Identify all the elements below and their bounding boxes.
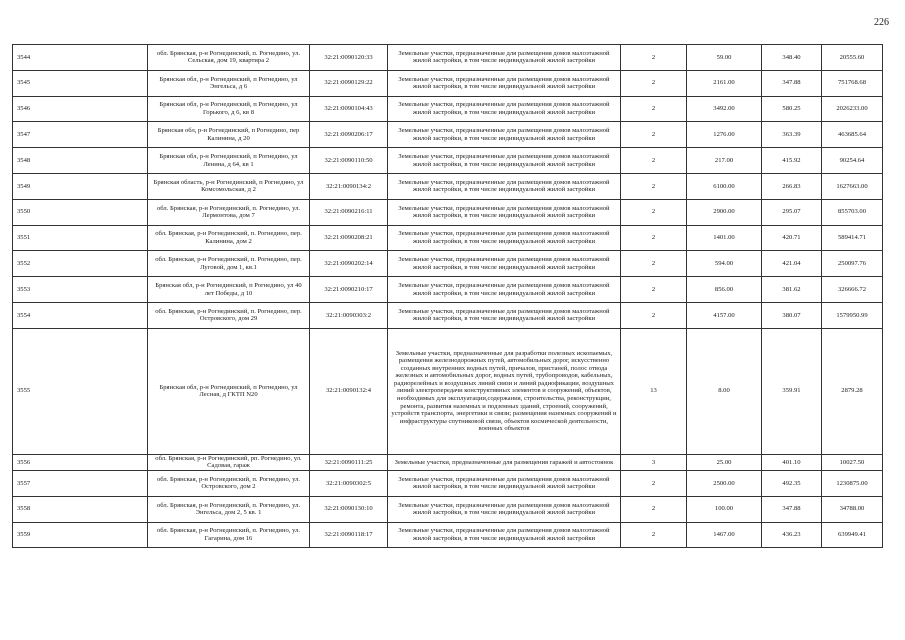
upks-cell: 347.88: [762, 496, 822, 522]
area-cell: 856.00: [687, 277, 762, 303]
row-number: 3556: [13, 454, 148, 470]
table-row: [13, 470, 883, 496]
table-row: [13, 496, 883, 522]
cadastral-value-cell: 20555.60: [822, 45, 883, 71]
row-number: 3549: [13, 173, 148, 199]
cadastral-value-cell: 2879.28: [822, 328, 883, 454]
upks-cell: 295.07: [762, 199, 822, 225]
land-purpose-cell: Земельные участки, предназначенные для размещения домов малоэтажной жилой застройки, в том числе индивидуальной жилой застройки: [388, 96, 621, 122]
upks-cell: 359.91: [762, 328, 822, 454]
group-cell: 2: [621, 470, 687, 496]
table-row: [13, 173, 883, 199]
group-cell: 2: [621, 70, 687, 96]
cadastral-number-cell: 32:21:0090120:33: [310, 45, 388, 71]
upks-cell: 401.10: [762, 454, 822, 470]
group-cell: 13: [621, 328, 687, 454]
land-purpose-cell: Земельные участки, предназначенные для размещения домов малоэтажной жилой застройки, в том числе индивидуальной жилой застройки: [388, 522, 621, 548]
table-row: [13, 522, 883, 548]
row-number: 3555: [13, 328, 148, 454]
land-purpose-cell: Земельные участки, предназначенные для размещения домов малоэтажной жилой застройки, в том числе индивидуальной жилой застройки: [388, 470, 621, 496]
upks-cell: 421.04: [762, 251, 822, 277]
cadastral-number-cell: 32:21:0090208:21: [310, 225, 388, 251]
row-number: 3559: [13, 522, 148, 548]
area-cell: 100.00: [687, 496, 762, 522]
land-purpose-cell: Земельные участки, предназначенные для размещения домов малоэтажной жилой застройки, в том числе индивидуальной жилой застройки: [388, 302, 621, 328]
table-row: [13, 277, 883, 303]
cadastral-value-cell: 90254.64: [822, 148, 883, 174]
table-row: [13, 199, 883, 225]
area-cell: 2161.00: [687, 70, 762, 96]
cadastral-number-cell: 32:21:0090104:43: [310, 96, 388, 122]
row-number: 3558: [13, 496, 148, 522]
cadastral-number-cell: 32:21:0090210:17: [310, 277, 388, 303]
group-cell: 2: [621, 173, 687, 199]
area-cell: 594.00: [687, 251, 762, 277]
cadastral-value-cell: 639949.41: [822, 522, 883, 548]
group-cell: 2: [621, 122, 687, 148]
address-cell: Брянская область, р-н Рогнединский, п Рогнедино, ул Комсомольская, д 2: [148, 173, 310, 199]
land-purpose-cell: Земельные участки, предназначенные для размещения домов малоэтажной жилой застройки, в том числе индивидуальной жилой застройки: [388, 199, 621, 225]
upks-cell: 580.25: [762, 96, 822, 122]
table-row: [13, 328, 883, 454]
cadastral-value-cell: 589414.71: [822, 225, 883, 251]
row-number: 3547: [13, 122, 148, 148]
row-number: 3557: [13, 470, 148, 496]
group-cell: 2: [621, 199, 687, 225]
page-number: 226: [874, 17, 889, 28]
table-row: [13, 251, 883, 277]
upks-cell: 381.62: [762, 277, 822, 303]
address-cell: обл. Брянская, р-н Рогнединский, п. Рогнедино, ул. Сельская, дом 19, квартира 2: [148, 45, 310, 71]
upks-cell: 415.92: [762, 148, 822, 174]
cadastral-value-cell: 326666.72: [822, 277, 883, 303]
cadastral-number-cell: 32:21:0090302:5: [310, 470, 388, 496]
table-row: [13, 302, 883, 328]
land-purpose-cell: Земельные участки, предназначенные для размещения домов малоэтажной жилой застройки, в том числе индивидуальной жилой застройки: [388, 173, 621, 199]
upks-cell: 380.07: [762, 302, 822, 328]
address-cell: обл. Брянская, р-н Рогнединский, рп. Рогнедино, ул. Садовая, гараж: [148, 454, 310, 470]
cadastral-number-cell: 32:21:0090134:2: [310, 173, 388, 199]
area-cell: 25.00: [687, 454, 762, 470]
row-number: 3545: [13, 70, 148, 96]
land-purpose-cell: Земельные участки, предназначенные для размещения домов малоэтажной жилой застройки, в том числе индивидуальной жилой застройки: [388, 251, 621, 277]
cadastral-number-cell: 32:21:0090132:4: [310, 328, 388, 454]
upks-cell: 363.39: [762, 122, 822, 148]
address-cell: Брянская обл, р-н Рогнединский, п Рогнедино, ул Горького, д 6, кв 8: [148, 96, 310, 122]
table-row: [13, 454, 883, 470]
upks-cell: 266.83: [762, 173, 822, 199]
address-cell: Брянская обл, р-н Рогнединский, п Рогнедино, ул Энгельса, д 6: [148, 70, 310, 96]
row-number: 3553: [13, 277, 148, 303]
table-row: [13, 122, 883, 148]
cadastral-value-cell: 855703.00: [822, 199, 883, 225]
registry-table: [12, 44, 883, 548]
cadastral-value-cell: 10027.50: [822, 454, 883, 470]
address-cell: обл. Брянская, р-н Рогнединский, п. Рогнедино, ул. Гагарина, дом 16: [148, 522, 310, 548]
cadastral-value-cell: 1230875.00: [822, 470, 883, 496]
land-purpose-cell: Земельные участки, предназначенные для размещения домов малоэтажной жилой застройки, в том числе индивидуальной жилой застройки: [388, 70, 621, 96]
row-number: 3548: [13, 148, 148, 174]
address-cell: Брянская обл, р-н Рогнединский, п Рогнедино, ул Ленина, д 64, кв 1: [148, 148, 310, 174]
group-cell: 2: [621, 496, 687, 522]
table-row: [13, 70, 883, 96]
group-cell: 3: [621, 454, 687, 470]
area-cell: 217.00: [687, 148, 762, 174]
cadastral-value-cell: 1627663.00: [822, 173, 883, 199]
cadastral-number-cell: 32:21:0090118:17: [310, 522, 388, 548]
area-cell: 1401.00: [687, 225, 762, 251]
table-row: [13, 225, 883, 251]
land-purpose-cell: Земельные участки, предназначенные для разработки полезных ископаемых, размещения железнодорожных путей, автомобильных дорог, искусственно созданных внутренних водных путей, причалов, пристаней, полос отвода железных и автомобильных дорог, водных путей, трубопроводов, кабельных, радиорелейных и воздушных линий связи и линий радиофикации, воздушных линий электропередачи конструктивных элементов и сооружений, объектов, необходимых для эксплуатации,содержания, строительства, реконструкции, ремонта, развития наземных и подземных зданий, строений, сооружений, устройств транспорта, энергетики и связи; размещения наземных сооружений и инфраструктуры спутниковой связи, объектов космической деятельности, военных объектов: [388, 328, 621, 454]
upks-cell: 420.71: [762, 225, 822, 251]
row-number: 3550: [13, 199, 148, 225]
land-purpose-cell: Земельные участки, предназначенные для размещения домов малоэтажной жилой застройки, в том числе индивидуальной жилой застройки: [388, 496, 621, 522]
cadastral-number-cell: 32:21:0090130:10: [310, 496, 388, 522]
cadastral-value-cell: 34788.00: [822, 496, 883, 522]
land-purpose-cell: Земельные участки, предназначенные для размещения домов малоэтажной жилой застройки, в том числе индивидуальной жилой застройки: [388, 122, 621, 148]
address-cell: обл. Брянская, р-н Рогнединский, п. Рогнедино, ул. Лермонтова, дом 7: [148, 199, 310, 225]
cadastral-value-cell: 2026233.00: [822, 96, 883, 122]
registry-rows: [13, 45, 883, 548]
land-purpose-cell: Земельные участки, предназначенные для размещения домов малоэтажной жилой застройки, в том числе индивидуальной жилой застройки: [388, 148, 621, 174]
row-number: 3544: [13, 45, 148, 71]
cadastral-number-cell: 32:21:0090110:50: [310, 148, 388, 174]
row-number: 3551: [13, 225, 148, 251]
cadastral-number-cell: 32:21:0090111:25: [310, 454, 388, 470]
group-cell: 2: [621, 522, 687, 548]
cadastral-value-cell: 463685.64: [822, 122, 883, 148]
cadastral-value-cell: 1579950.99: [822, 302, 883, 328]
area-cell: 6100.00: [687, 173, 762, 199]
address-cell: Брянская обл, р-н Рогнединский, п Рогнедино, ул Лесная, д ГКТП N20: [148, 328, 310, 454]
upks-cell: 347.88: [762, 70, 822, 96]
table-row: [13, 96, 883, 122]
row-number: 3554: [13, 302, 148, 328]
group-cell: 2: [621, 277, 687, 303]
area-cell: 1276.00: [687, 122, 762, 148]
land-purpose-cell: Земельные участки, предназначенные для размещения домов малоэтажной жилой застройки, в том числе индивидуальной жилой застройки: [388, 225, 621, 251]
group-cell: 2: [621, 225, 687, 251]
cadastral-value-cell: 751768.68: [822, 70, 883, 96]
address-cell: обл. Брянская, р-н Рогнединский, п. Рогнедино, пер. Островского, дом 29: [148, 302, 310, 328]
upks-cell: 492.35: [762, 470, 822, 496]
area-cell: 8.00: [687, 328, 762, 454]
land-purpose-cell: Земельные участки, предназначенные для размещения гаражей и автостоянок: [388, 454, 621, 470]
row-number: 3552: [13, 251, 148, 277]
land-purpose-cell: Земельные участки, предназначенные для размещения домов малоэтажной жилой застройки, в том числе индивидуальной жилой застройки: [388, 277, 621, 303]
row-number: 3546: [13, 96, 148, 122]
address-cell: обл. Брянская, р-н Рогнединский, п. Рогнедино, пер. Калинина, дом 2: [148, 225, 310, 251]
cadastral-number-cell: 32:21:0090206:17: [310, 122, 388, 148]
area-cell: 1467.00: [687, 522, 762, 548]
cadastral-value-cell: 250097.76: [822, 251, 883, 277]
address-cell: Брянская обл, р-н Рогнединский, п Рогнедино, пер Калинина, д 20: [148, 122, 310, 148]
upks-cell: 348.40: [762, 45, 822, 71]
table-row: [13, 148, 883, 174]
cadastral-number-cell: 32:21:0090202:14: [310, 251, 388, 277]
area-cell: 2900.00: [687, 199, 762, 225]
group-cell: 2: [621, 302, 687, 328]
address-cell: обл. Брянская, р-н Рогнединский, п. Рогнедино, ул. Энгельса, дом 2, 5 кв. 1: [148, 496, 310, 522]
cadastral-number-cell: 32:21:0090129:22: [310, 70, 388, 96]
address-cell: обл. Брянская, р-н Рогнединский, п. Рогнедино, пер. Луговой, дом 1, кв.1: [148, 251, 310, 277]
area-cell: 4157.00: [687, 302, 762, 328]
group-cell: 2: [621, 251, 687, 277]
area-cell: 59.00: [687, 45, 762, 71]
land-purpose-cell: Земельные участки, предназначенные для размещения домов малоэтажной жилой застройки, в том числе индивидуальной жилой застройки: [388, 45, 621, 71]
group-cell: 2: [621, 148, 687, 174]
area-cell: 3492.00: [687, 96, 762, 122]
group-cell: 2: [621, 45, 687, 71]
address-cell: Брянская обл, р-н Рогнединский, п Рогнедино, ул 40 лет Победы, д 10: [148, 277, 310, 303]
table-row: [13, 45, 883, 71]
cadastral-number-cell: 32:21:0090216:11: [310, 199, 388, 225]
address-cell: обл. Брянская, р-н Рогнединский, п. Рогнедино, ул. Островского, дом 2: [148, 470, 310, 496]
group-cell: 2: [621, 96, 687, 122]
area-cell: 2500.00: [687, 470, 762, 496]
cadastral-number-cell: 32:21:0090303:2: [310, 302, 388, 328]
upks-cell: 436.23: [762, 522, 822, 548]
